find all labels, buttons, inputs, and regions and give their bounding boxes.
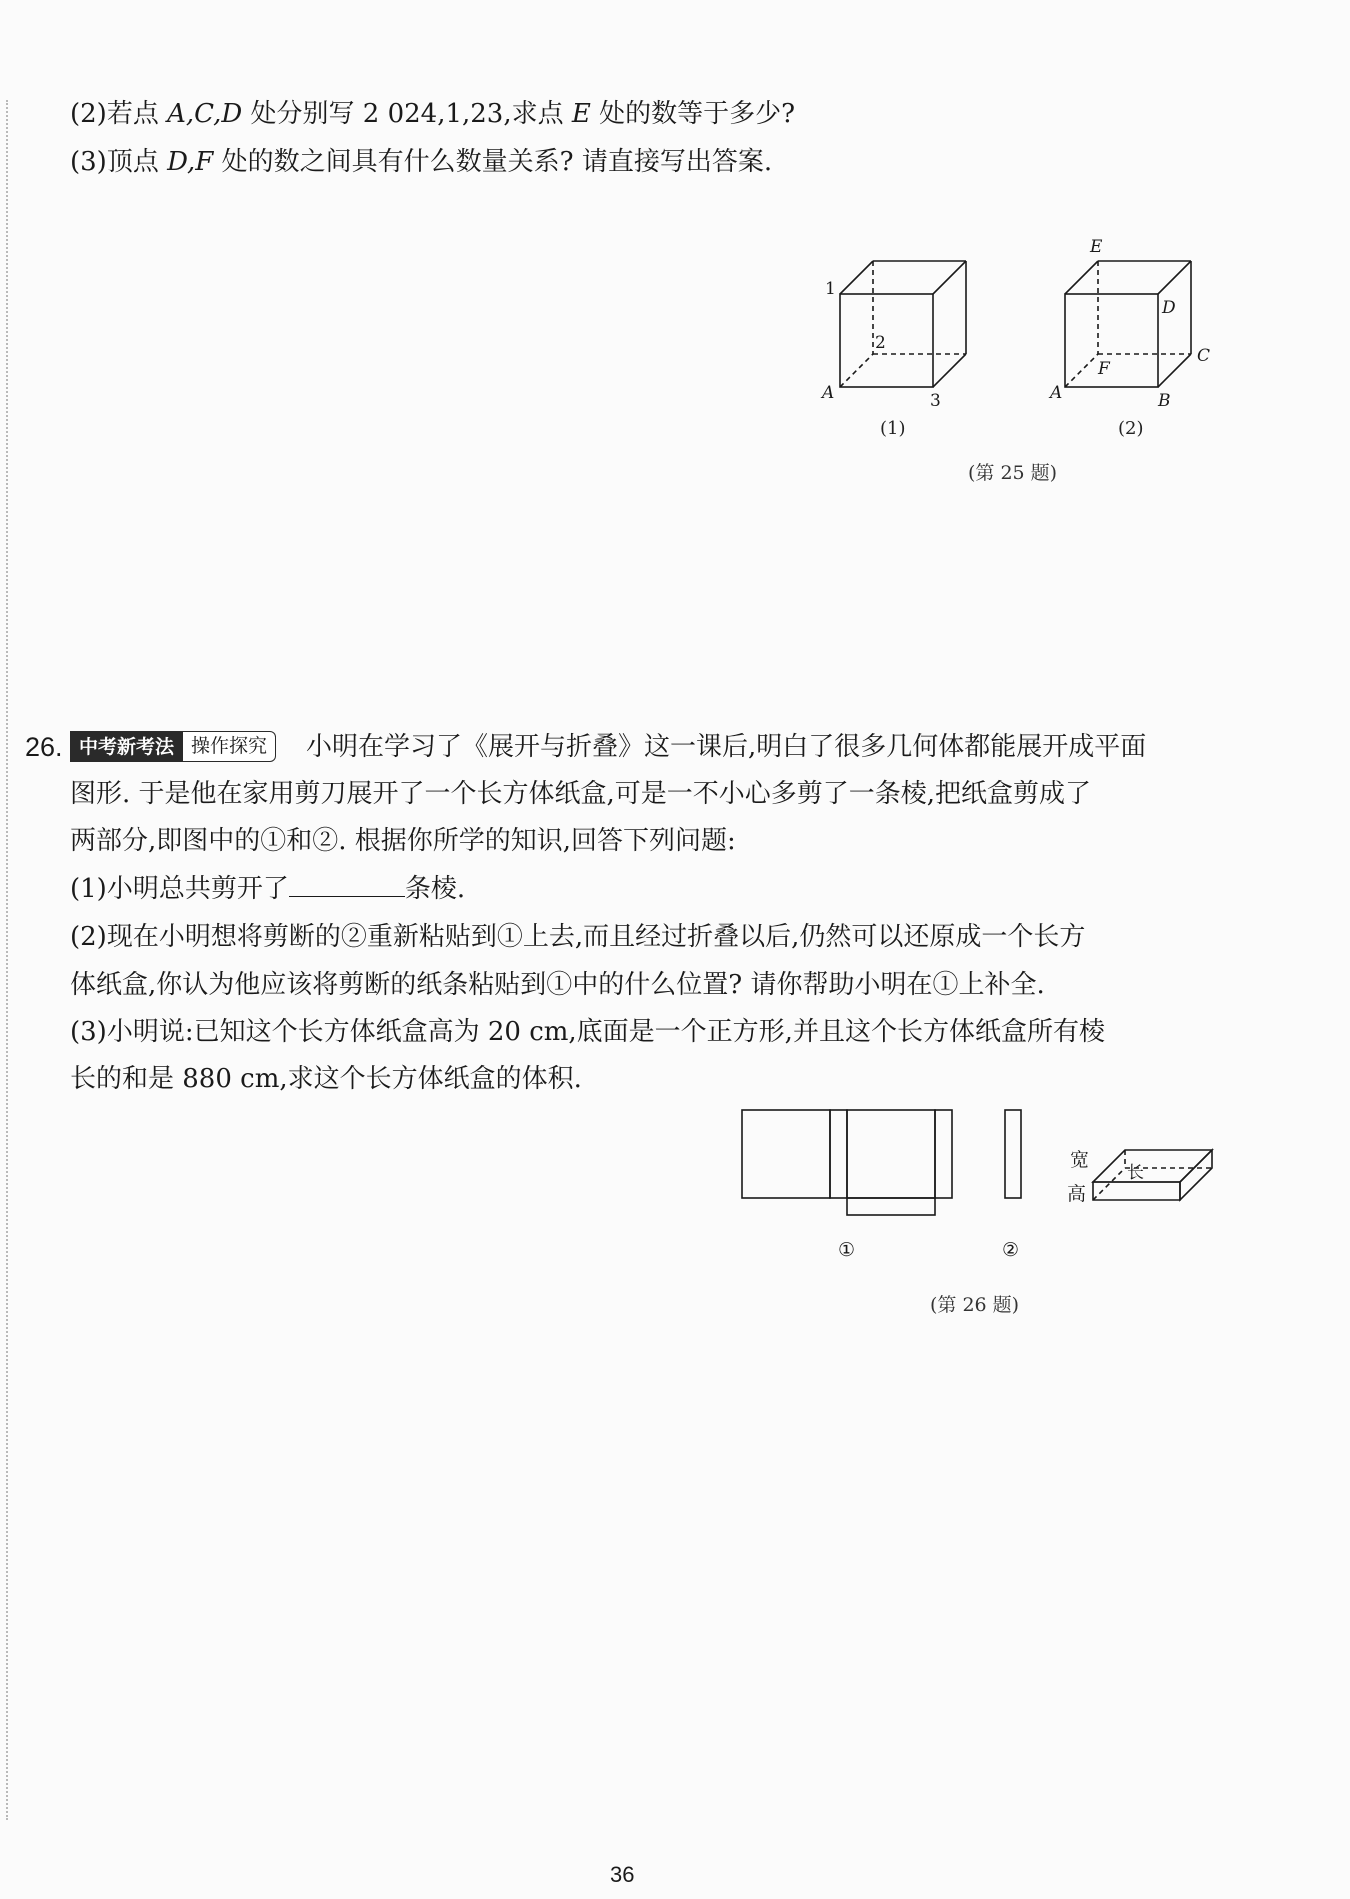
net-narrow-strip <box>830 1110 847 1198</box>
q26-part3-line2: 长的和是 880 cm,求这个长方体纸盒的体积. <box>70 1064 582 1094</box>
net-left-face <box>742 1110 830 1198</box>
q26-figure <box>735 1100 1235 1270</box>
q26-intro-line1: 小明在学习了《展开与折叠》这一课后,明白了很多几何体都能展开成平面 <box>306 732 1147 762</box>
cube1-label-3: 3 <box>930 391 941 410</box>
box-front <box>1093 1182 1180 1200</box>
net-bottom-flap <box>847 1198 935 1215</box>
box-label-length: 长 <box>1127 1163 1144 1183</box>
label-circle-2: ② <box>1002 1239 1020 1261</box>
box-label-width: 宽 <box>1070 1149 1090 1171</box>
cube2-label-F: F <box>1098 359 1110 379</box>
cube2-label-E: E <box>1090 237 1103 257</box>
cube2-label-B: B <box>1158 391 1171 410</box>
q26-badge <box>70 731 276 762</box>
q26-part2-line2: 体纸盒,你认为他应该将剪断的纸条粘贴到①中的什么位置? 请你帮助小明在①上补全. <box>70 970 1045 1000</box>
box-label-height: 高 <box>1067 1183 1087 1205</box>
q26-intro-line2: 图形. 于是他在家用剪刀展开了一个长方体纸盒,可是一不小心多剪了一条棱,把纸盒剪成了 <box>70 779 1092 809</box>
net-right-strip <box>935 1110 952 1198</box>
label-circle-1: ① <box>838 1239 856 1261</box>
cut-strip <box>1005 1110 1021 1198</box>
q25-caption: (第 25 题) <box>968 462 1058 484</box>
binding-margin-line <box>6 100 8 1820</box>
page-number: 36 <box>610 1862 635 1887</box>
cube2-label-C: C <box>1197 346 1211 366</box>
q25-part2: (2)若点 A,C,D 处分别写 2 024,1,23,求点 E 处的数等于多少? <box>70 99 796 129</box>
cube1-sublabel: (1) <box>880 418 906 439</box>
cube1-label-1: 1 <box>825 279 836 299</box>
cube2-label-A: A <box>1050 383 1063 403</box>
q26-caption: (第 26 题) <box>930 1294 1020 1316</box>
q26-number: 26. <box>25 732 63 762</box>
q25-part3: (3)顶点 D,F 处的数之间具有什么数量关系? 请直接写出答案. <box>70 147 773 177</box>
cube2-label-D: D <box>1162 298 1176 318</box>
q26-part3-line1: (3)小明说:已知这个长方体纸盒高为 20 cm,底面是一个正方形,并且这个长方体纸盒所有棱 <box>70 1017 1105 1047</box>
box-top <box>1093 1150 1212 1182</box>
q26-intro-line3: 两部分,即图中的①和②. 根据你所学的知识,回答下列问题: <box>70 826 736 856</box>
box-side <box>1180 1150 1212 1200</box>
answer-blank[interactable] <box>289 872 405 897</box>
cube2-sublabel: (2) <box>1118 418 1144 439</box>
cube1-label-A: A <box>822 383 835 403</box>
q25-figure <box>800 230 1240 410</box>
badge-sub: 操作探究 <box>183 731 276 762</box>
net-main-face <box>847 1110 935 1198</box>
q26-part2-line1: (2)现在小明想将剪断的②重新粘贴到①上去,而且经过折叠以后,仍然可以还原成一个长方 <box>70 922 1086 952</box>
q26-part1: (1)小明总共剪开了 条棱. <box>70 874 466 904</box>
badge-main: 中考新考法 <box>70 731 183 762</box>
cube1-label-2: 2 <box>875 333 886 353</box>
